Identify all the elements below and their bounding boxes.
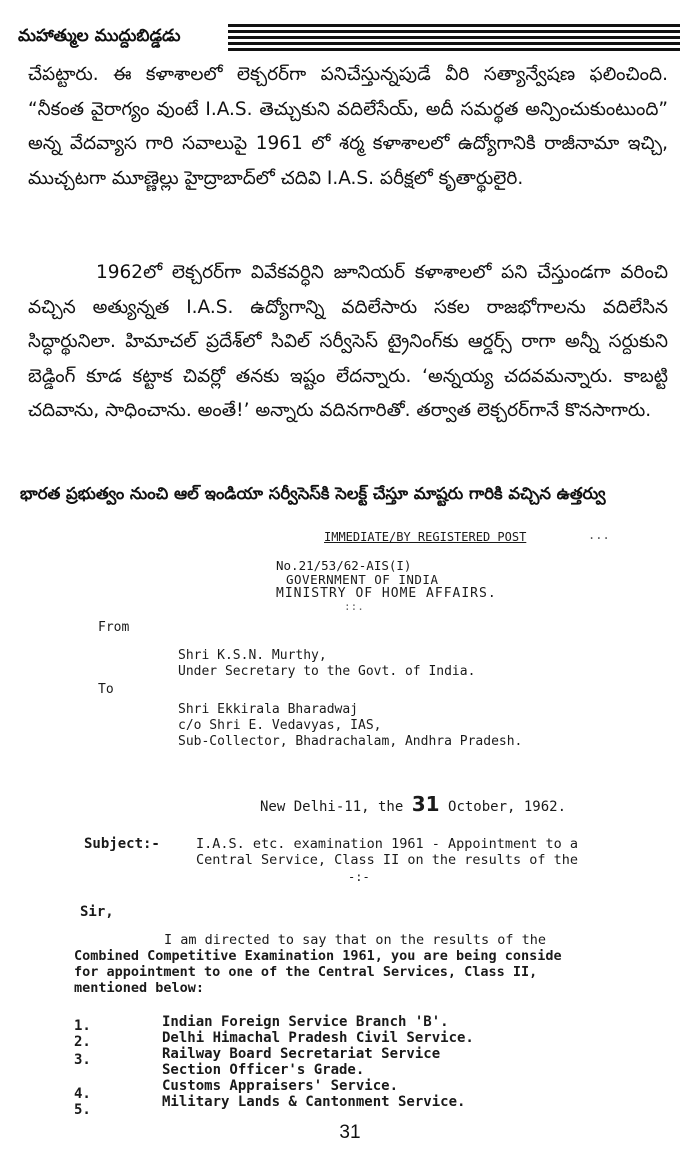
to-address-line-2: Sub-Collector, Bhadrachalam, Andhra Pradesh. [178,734,523,749]
running-title: మహాత్ముల ముద్దుబిడ్డడు [18,26,181,46]
from-label: From [98,620,130,635]
body-line-1: I am directed to say that on the results of the [164,932,547,948]
service-number: 2. [74,1034,91,1050]
service-number: 1. [74,1018,91,1034]
page-header [18,18,682,50]
to-name: Shri Ekkirala Bharadwaj [178,702,359,717]
from-name: Shri K.S.N. Murthy, [178,648,327,663]
service-item: Railway Board Secretariat Service [162,1046,441,1062]
to-label: To [98,682,114,697]
subject-line-1: I.A.S. etc. examination 1961 - Appointment to a [196,836,579,852]
service-number: 4. [74,1086,91,1102]
paragraph-2 [28,256,668,429]
salutation: Sir, [80,904,114,920]
to-address-line-1: c/o Shri E. Vedavyas, IAS, [178,718,382,733]
letter-government: GOVERNMENT OF INDIA [286,572,439,587]
service-number: 5. [74,1102,91,1118]
paragraph-1-text: చేపట్టారు. ఈ కళాశాలలో లెక్చరర్‌గా పనిచేస్తున్నపుడే వీరి సత్యాన్వేషణ ఫలించింది. “నీకంత వైరాగ్యం వుంటే I.A.S. తెచ్చుకుని వదిలేసేయ్, అదీ సమర్థత అన్పించుకుంటుంది” అన్న వేదవ్యాస గారి సవాలుపై 1961 లో శర్మ కళాశాలలో ఉద్యోగానికి రాజీనామా ఇచ్చి, ముచ్చటగా మూణ్ణెల్లు హైద్రాబాద్‌లో చదివి I.A.S. పరీక్షలో కృతార్థులైరి. [28,64,668,189]
service-item: Customs Appraisers' Service. [162,1078,399,1094]
letter-stamp-mark: ... [588,528,610,542]
body-line-4: mentioned below: [74,980,205,996]
from-designation: Under Secretary to the Govt. of India. [178,664,476,679]
date-prefix: New Delhi-11, the [260,799,404,815]
service-number: 3. [74,1052,91,1068]
service-item: Delhi Himachal Pradesh Civil Service. [162,1030,474,1046]
header-rule-lines [228,24,680,54]
service-item: Section Officer's Grade. [162,1062,365,1078]
paragraph-1 [28,58,668,196]
subject-line-3: -:- [348,870,370,884]
letter-stamp: IMMEDIATE/BY REGISTERED POST [324,530,527,544]
paragraph-2-text: 1962లో లెక్చరర్‌గా వివేకవర్ధిని జూనియర్ కళాశాలలో పని చేస్తుండగా వరించి వచ్చిన అత్యున్నత I.A.S. ఉద్యోగాన్ని వదిలేసారు సకల రాజభోగాలను వదిలేసిన సిద్ధార్థునిలా. హిమాచల్ ప్రదేశ్‌లో సివిల్ సర్వీసెస్ ట్రైనింగ్‌కు ఆర్డర్స్ రాగా అన్నీ సర్దుకుని బెడ్డింగ్ కూడ కట్టాక చివర్లో తనకు ఇష్టం లేదన్నారు. ‘అన్నయ్య చదవమన్నారు. కాబట్టి చదివాను, సాధించాను. అంతే!’ అన్నారు వదినగారితో. తర్వాత లెక్చరర్‌గానే కొనసాగారు. [28,262,668,421]
service-item: Military Lands & Cantonment Service. [162,1094,466,1110]
letter-ornament: ::. [344,600,364,613]
subject-label: Subject:- [84,836,160,852]
page-number: 31 [339,1122,361,1143]
service-item: Indian Foreign Service Branch 'B'. [162,1014,449,1030]
letter-caption: భారత ప్రభుత్వం నుంచి ఆల్ ఇండియా సర్వీసెస్‌కి సెలక్ట్ చేస్తూ మాష్టరు గారికి వచ్చిన ఉత్తర్వు [20,484,606,503]
letter-reference-number: No.21/53/62-AIS(I) [276,558,412,573]
letter-ministry: MINISTRY OF HOME AFFAIRS. [276,586,497,601]
letter-date [260,792,566,816]
date-day-handwritten: 31 [411,792,440,816]
body-line-3: for appointment to one of the Central Services, Class II, [74,964,538,980]
date-suffix: October, 1962. [448,799,567,815]
subject-line-2: Central Service, Class II on the results of the [196,852,579,868]
body-line-2: Combined Competitive Examination 1961, you are being conside [74,948,562,964]
scanned-letter [48,522,680,1116]
